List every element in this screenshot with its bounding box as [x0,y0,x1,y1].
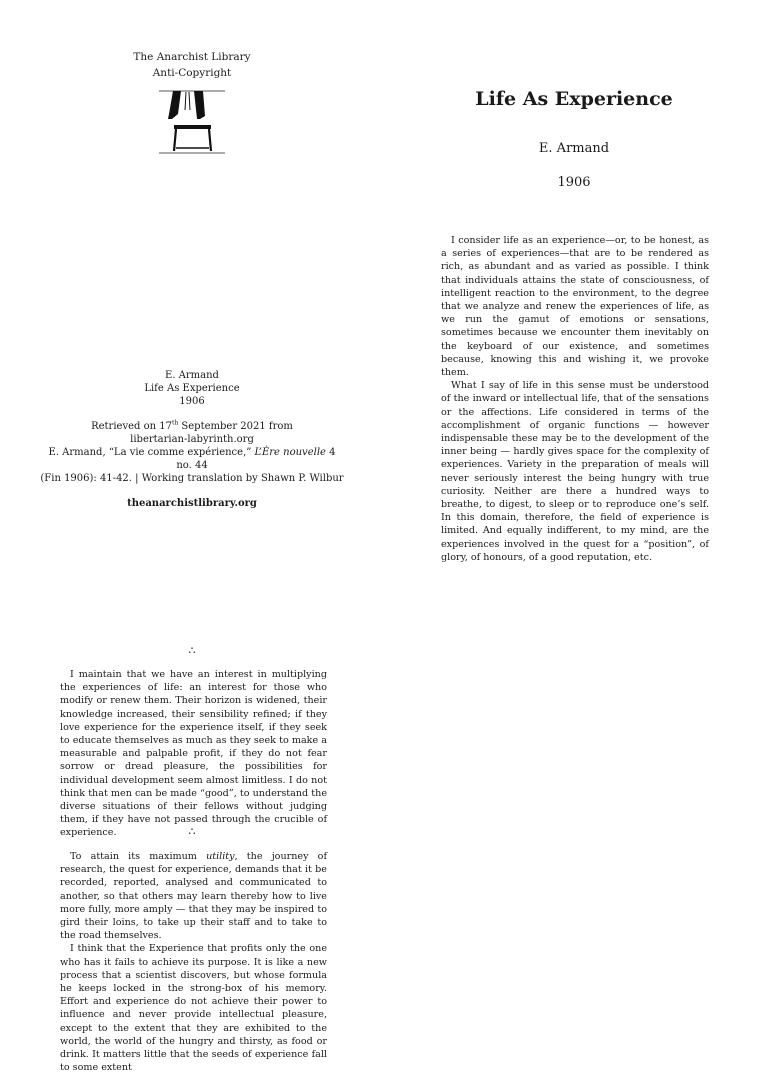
colophon-title: Life As Experience [144,383,240,394]
library-website: theanarchistlibrary.org [127,498,257,509]
section-separator: ∴ [188,825,196,838]
library-header [0,49,384,81]
page-title: Life As Experience [475,88,673,110]
colophon [40,369,344,510]
library-name: The Anarchist Library [133,51,251,63]
citation: E. Armand, “La vie comme expérience,” L’Ère nouvelle 4 no. 44 [48,447,336,471]
paragraph: To attain its maximum utility, the journey of research, the quest for experience, demands that it be recorded, reported, analysed and communicated to another, so that others may learn thereby how to live more fully, more amply — that they may be inspired to gird their loins, to take up their staff and to take to the road themselves. [60,851,327,942]
colophon-year: 1906 [179,396,205,407]
citation-details: (Fin 1906): 41-42. | Working translation by Shawn P. Wilbur [40,473,344,484]
paragraph: I think that the Experience that profits only the one who has it fails to achieve its purpose. It is like a new process that a scientist discovers, but whose formula he keeps locked in the strong-box of his memory. Effort and experience do not achieve their power to influence and never provide intellectual pleasure, except to the extent that they are exhibited to the world, the world of the hungry and thirsty, as food or drink. It matters little that the seeds of experience fall to some extent [60,943,327,1074]
paragraph: What I say of life in this sense must be understood of the inward or intellectual life, that of the sensations or the affections. Life considered in terms of the accomplishment of organic functions — however indispensable these may be to the development of the inner being — hardly gives space for the complexity of experiences. Variety in the preparation of meals will never seriously interest the being hungry with true curiosity. Neither are there a hundred ways to breathe, to digest, to sleep or to reproduce one’s self. In this domain, therefore, the field of experience is limited. And equally indifferent, to my mind, are the experiences involved in the quest for a “position”, of glory, of honours, of a good reputation, etc. [441,380,709,563]
paragraph: I consider life as an experience—or, to be honest, as a series of experiences—that are to be rendered as rich, as abundant and as varied as possible. I think that individuals attains the state of consciousness, of intelligent reaction to the environment, to the degree that we analyze and renew the experiences of life, as we run the gamut of emotions or sensations, sometimes because we encounter them inevitably on the keyboard of our existence, and sometimes because, knowing this and wishing it, we provoke them. [441,235,709,379]
anarchist-library-logo-icon [159,88,225,158]
publication-year: 1906 [557,175,591,190]
body-text-block-1 [60,668,327,840]
section-separator: ∴ [188,644,196,657]
body-text-intro [441,234,709,564]
anti-copyright-notice: Anti-Copyright [152,67,232,79]
retrieval-date: Retrieved on 17th September 2021 from [91,419,293,432]
paragraph: I maintain that we have an interest in multiplying the experiences of life: an interest for those who modify or renew them. Their horizon is widened, their knowledge increased, their sensibility refined; if they love experience for the experience itself, if they seek to educate themselves as much as they seek to make a measurable and palpable profit, if they do not fear sorrow or dread pleasure, the possibilities for individual development seem almost limitless. I do not think that men can be made “good”, to understand the diverse situations of their fellows without judging them, if they have not passed through the crucible of experience. [60,669,327,839]
colophon-author: E. Armand [165,370,219,381]
body-text-block-2 [60,850,327,1074]
source-site: libertarian-labyrinth.org [130,434,254,445]
author-name: E. Armand [538,141,610,156]
